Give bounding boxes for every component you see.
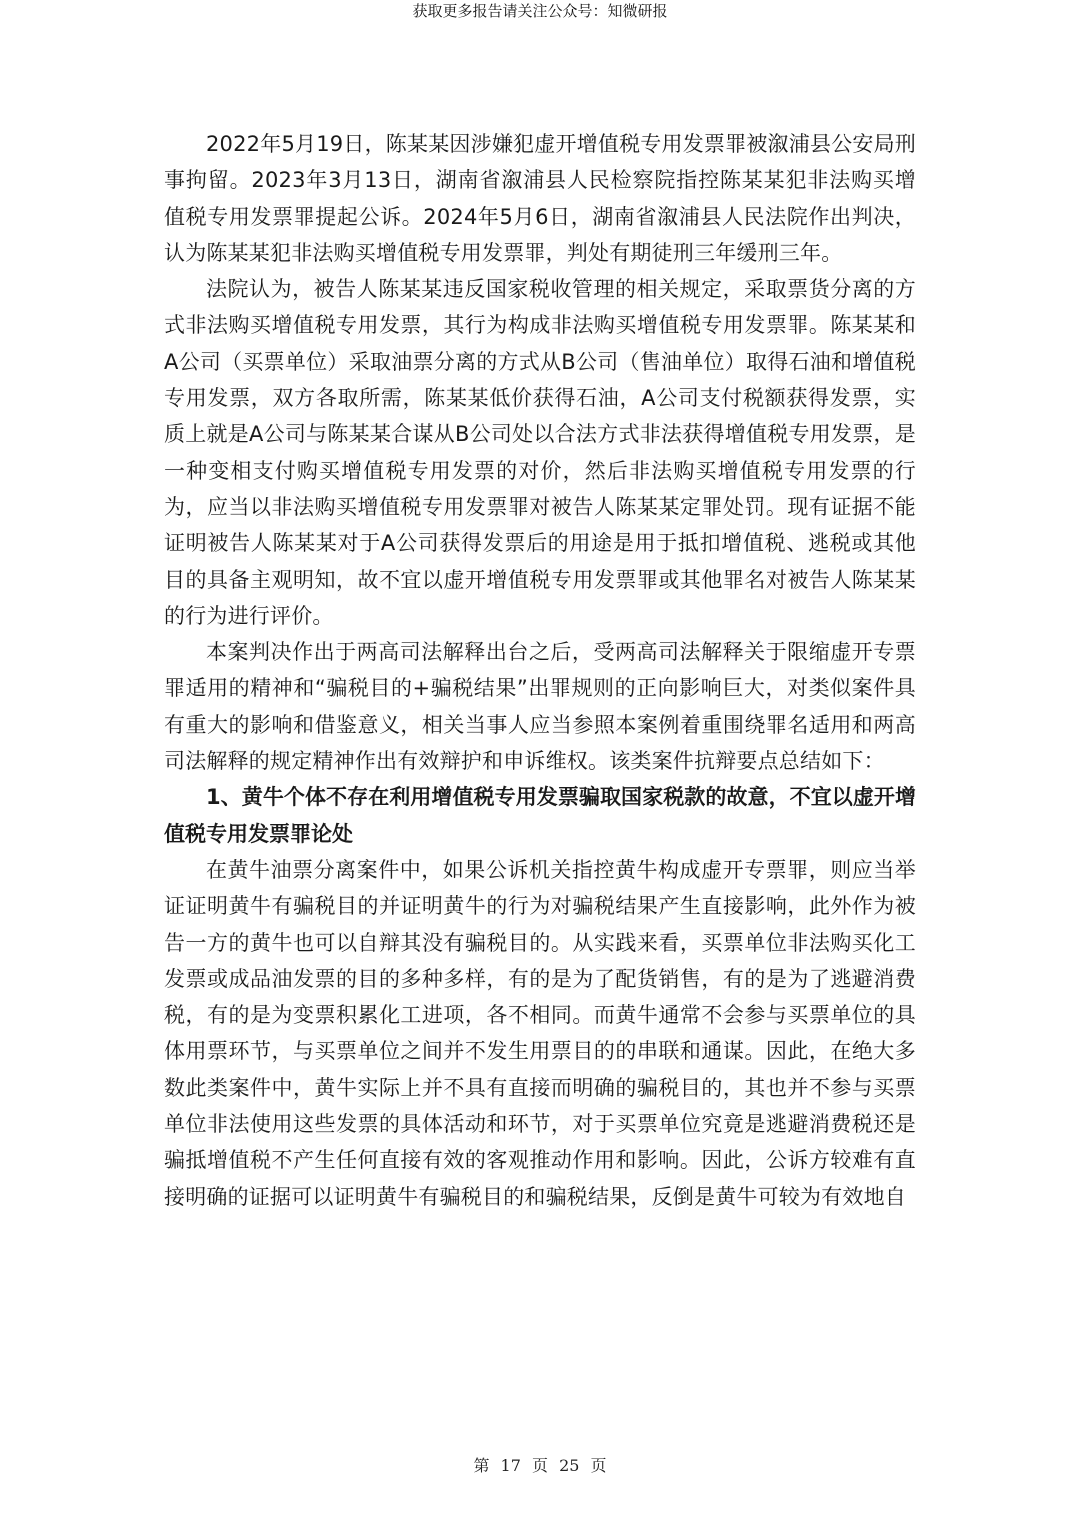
header-banner: 获取更多报告请关注公众号：知微研报: [412, 2, 668, 20]
page-number: 第 17 页 25 页: [473, 1456, 607, 1475]
paragraph-case-background: 2022年5月19日，陈某某因涉嫌犯虚开增值税专用发票罪被溆浦县公安局刑事拘留。2023年3月13日，湖南省溆浦县人民检察院指控陈某某犯非法购买增值税专用发票罪提起公诉。2024年5月6日，湖南省溆浦县人民法院作出判决，认为陈某某犯非法购买增值税专用发票罪，判处有期徒刑三年缓刑三年。: [164, 132, 916, 265]
paragraph-defense-argument: 在黄牛油票分离案件中，如果公诉机关指控黄牛构成虚开专票罪，则应当举证证明黄牛有骗税目的并证明黄牛的行为对骗税结果产生直接影响，此外作为被告一方的黄牛也可以自辩其没有骗税目的。从实践来看，买票单位非法购买化工发票或成品油发票的目的多种多样，有的是为了配货销售，有的是为了逃避消费税，有的是为变票积累化工进项，各不相同。而黄牛通常不会参与买票单位的具体用票环节，与买票单位之间并不发生用票目的的串联和通谋。因此，在绝大多数此类案件中，黄牛实际上并不具有直接而明确的骗税目的，其也并不参与买票单位非法使用这些发票的具体活动和环节，对于买票单位究竟是逃避消费税还是骗抵增值税不产生任何直接有效的客观推动作用和影响。因此，公诉方较难有直接明确的证据可以证明黄牛有骗税目的和骗税结果，反倒是黄牛可较为有效地自: [164, 857, 916, 1209]
paragraph-case-significance: 本案判决作出于两高司法解释出台之后，受两高司法解释关于限缩虚开专票罪适用的精神和“骗税目的+骗税结果”出罪规则的正向影响巨大，对类似案件具有重大的影响和借鉴意义，相关当事人应当参照本案例着重围绕罪名适用和两高司法解释的规定精神作出有效辩护和申诉维权。该类案件抗辩要点总结如下：: [164, 640, 916, 774]
paragraph-court-opinion: 法院认为，被告人陈某某违反国家税收管理的相关规定，采取票货分离的方式非法购买增值税专用发票，其行为构成非法购买增值税专用发票罪。陈某某和A公司（买票单位）采取油票分离的方式从B公司（售油单位）取得石油和增值税专用发票，双方各取所需，陈某某低价获得石油，A公司支付税额获得发票，实质上就是A公司与陈某某合谋从B公司处以合法方式非法获得增值税专用发票，是一种变相支付购买增值税专用发票的对价，然后非法购买增值税专用发票的行为，应当以非法购买增值税专用发票罪对被告人陈某某定罪处罚。现有证据不能证明被告人陈某某对于A公司获得发票后的用途是用于抵扣增值税、逃税或其他目的具备主观明知，故不宜以虚开增值税专用发票罪或其他罪名对被告人陈某某的行为进行评价。: [164, 277, 916, 628]
section-heading: 1、黄牛个体不存在利用增值税专用发票骗取国家税款的故意，不宜以虚开增值税专用发票罪论处: [164, 785, 916, 846]
document-body: [164, 126, 916, 1215]
